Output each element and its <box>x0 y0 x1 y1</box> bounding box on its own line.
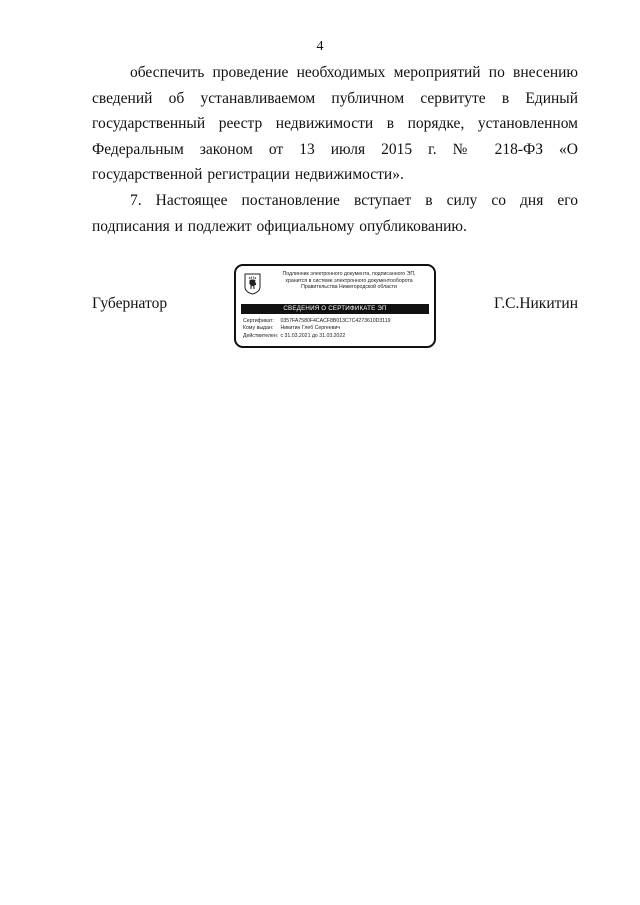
stamp-certificate-details <box>243 318 431 340</box>
document-body <box>92 60 578 239</box>
issued-to-label: Кому выдан: <box>243 325 274 332</box>
stamp-header-line: Правительства Нижегородской области <box>301 284 397 291</box>
page-number: 4 <box>316 39 324 54</box>
signer-position: Губернатор <box>92 295 168 312</box>
deer-emblem-icon <box>244 273 261 295</box>
stamp-header-line: хранится в системе электронного документооборота <box>285 277 413 284</box>
validity-label: Действителен: <box>243 332 279 339</box>
issued-to-row <box>243 325 431 332</box>
stamp-certificate-title: СВЕДЕНИЯ О СЕРТИФИКАТЕ ЭП <box>241 304 429 314</box>
paragraph-item-6-continuation: обеспечить проведение необходимых мероприятий по внесению сведений об устанавливаемом публичном сервитуте в Единый государственный реестр недвижимости в порядке, установленном Федеральным законом от 13 июля 2015 г. № 218-ФЗ «О государственной регистрации недвижимости». <box>92 64 578 184</box>
validity-value: с 31.03.2021 до 31.03.2022 <box>280 332 346 339</box>
signer-name: Г.С.Никитин <box>494 295 578 312</box>
validity-row <box>243 333 431 340</box>
certificate-label: Сертификат: <box>243 318 274 324</box>
paragraph-item-7: 7. Настоящее постановление вступает в силу со дня его подписания и подлежит официальному опубликованию. <box>92 191 578 235</box>
certificate-row <box>243 318 431 325</box>
stamp-header <box>264 271 434 291</box>
issued-to-value: Никитин Глеб Сергеевич <box>280 325 341 332</box>
stamp-header-line: Подлинник электронного документа, подписанного ЭП, <box>282 271 416 277</box>
certificate-value: 0357FA7580F4CACF8B013C7C4273610D3119 <box>280 318 391 324</box>
electronic-signature-stamp <box>234 264 436 348</box>
